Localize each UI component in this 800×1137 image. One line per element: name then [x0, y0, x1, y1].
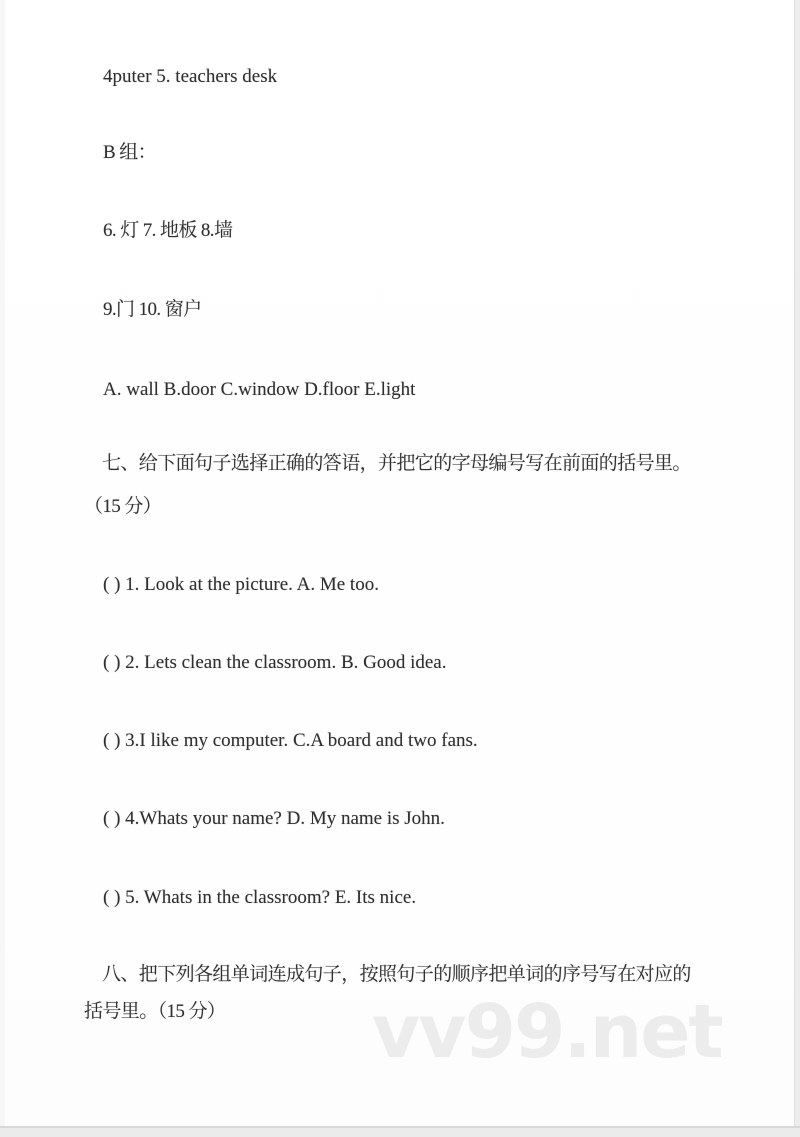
section-8-heading-wrap: 括号里。（15 分）	[84, 1001, 226, 1022]
page-right-edge	[794, 0, 800, 1137]
vocab-line-9-10: 9.门 10. 窗户	[103, 299, 202, 320]
question-item-2: ( ) 2. Lets clean the classroom. B. Good idea.	[103, 652, 447, 673]
section-7-heading: 七、给下面句子选择正确的答语，并把它的字母编号写在前面的括号里。	[102, 453, 691, 474]
answer-options-line: A. wall B.door C.window D.floor E.light	[103, 379, 416, 400]
section-7-points: （15 分）	[84, 496, 162, 517]
section-8-heading: 八、把下列各组单词连成句子，按照句子的顺序把单词的序号写在对应的	[102, 964, 691, 985]
group-b-label: B 组：	[103, 142, 157, 163]
page-bottom-edge	[0, 1126, 800, 1137]
question-item-3: ( ) 3.I like my computer. C.A board and two fans.	[103, 730, 478, 751]
watermark-text: vv99.net	[372, 989, 722, 1075]
vocab-line-4-5: 4puter 5. teachers desk	[103, 66, 278, 87]
vocab-line-6-7-8: 6. 灯 7. 地板 8.墙	[103, 220, 233, 241]
question-item-4: ( ) 4.Whats your name? D. My name is John.	[103, 808, 445, 829]
question-item-5: ( ) 5. Whats in the classroom? E. Its nice.	[103, 887, 417, 908]
page-left-edge	[0, 0, 5, 1137]
question-item-1: ( ) 1. Look at the picture. A. Me too.	[103, 574, 379, 595]
